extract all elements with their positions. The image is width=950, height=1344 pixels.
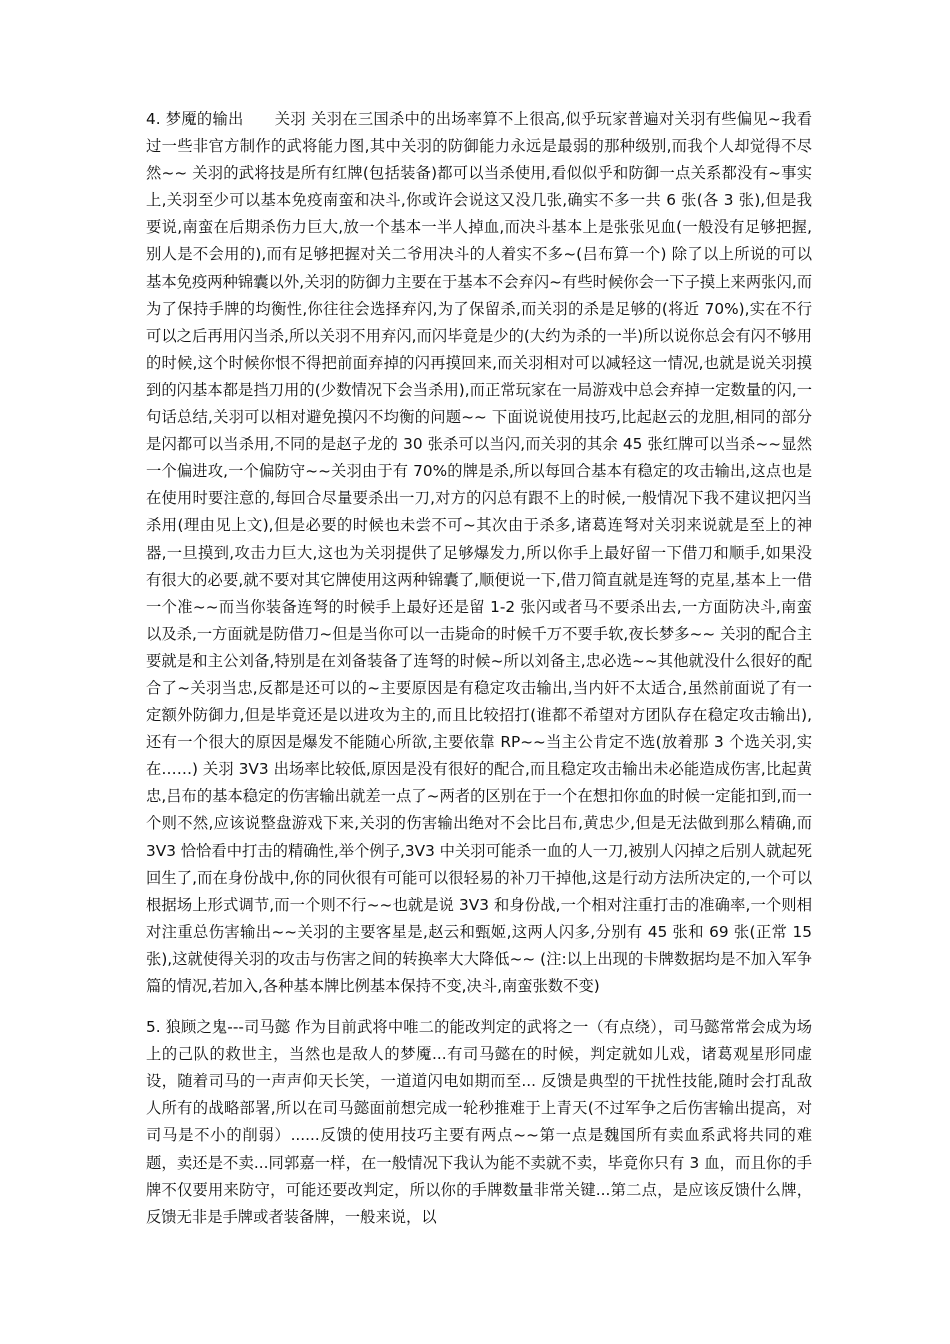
paragraph-guanyu: 4. 梦魇的输出 关羽 关羽在三国杀中的出场率算不上很高,似乎玩家普遍对关羽有些偏见~我看过一些非官方制作的武将能力图,其中关羽的防御能力永远是最弱的那种级别,而我个人却觉得不尽然~~ 关羽的武将技是所有红牌(包括装备)都可以当杀使用,看似似乎和防御一点关系都没有~事实上,关羽至少可以基本免疫南蛮和决斗,你或许会说这又没几张,确实不多一共 6 张(各 3 张),但是我要说,南蛮在后期杀伤力巨大,放一个基本一半人掉血,而决斗基本上是张张见血(一般没有足够把握,别人是不会用的),而有足够把握对关二爷用决斗的人着实不多~(吕布算一个) 除了以上所说的可以基本免疫两种锦囊以外,关羽的防御力主要在于基本不会弃闪~有些时候你会一下子摸上来两张闪,而为了保持手牌的均衡性,你往往会选择弃闪,为了保留杀,而关羽的杀是足够的(将近 70%),实在不行可以之后再用闪当杀,所以关羽不用弃闪,而闪毕竟是少的(大约为杀的一半)所以说你总会有闪不够用的时候,这个时候你恨不得把前面弃掉的闪再摸回来,而关羽相对可以减轻这一情况,也就是说关羽摸到的闪基本都是挡刀用的(少数情况下会当杀用),而正常玩家在一局游戏中总会弃掉一定数量的闪,一句话总结,关羽可以相对避免摸闪不均衡的问题~~ 下面说说使用技巧,比起赵云的龙胆,相同的部分是闪都可以当杀用,不同的是赵子龙的 30 张杀可以当闪,而关羽的其余 45 张红牌可以当杀~~显然一个偏进攻,一个偏防守~~关羽由于有 70%的牌是杀,所以每回合基本有稳定的攻击输出,这点也是在使用时要注意的,每回合尽量要杀出一刀,对方的闪总有跟不上的时候,一般情况下我不建议把闪当杀用(理由见上文),但是必要的时候也未尝不可~其次由于杀多,诸葛连弩对关羽来说就是至上的神器,一旦摸到,攻击力巨大,这也为关羽提供了足够爆发力,所以你手上最好留一下借刀和顺手,如果没有很大的必要,就不要对其它牌使用这两种锦囊了,顺便说一下,借刀简直就是连弩的克星,基本上一借一个准~~而当你装备连弩的时候手上最好还是留 1-2 张闪或者马不要杀出去,一方面防决斗,南蛮以及杀,一方面就是防借刀~但是当你可以一击毙命的时候千万不要手软,夜长梦多~~ 关羽的配合主要就是和主公刘备,特别是在刘备装备了连弩的时候~所以刘备主,忠必选~~其他就没什么很好的配合了~关羽当忠,反都是还可以的~主要原因是有稳定攻击输出,当内奸不太适合,虽然前面说了有一定额外防御力,但是毕竟还是以进攻为主的,而且比较招打(谁都不希望对方团队存在稳定攻击输出),还有一个很大的原因是爆发不能随心所欲,主要依靠 RP~~当主公肯定不选(放着那 3 个选关羽,实在……) 关羽 3V3 出场率比较低,原因是没有很好的配合,而且稳定攻击输出未必能造成伤害,比起黄忠,吕布的基本稳定的伤害输出就差一点了~两者的区别在于一个在想扣你血的时候一定能扣到,而一个则不然,应该说整盘游戏下来,关羽的伤害输出绝对不会比吕布,黄忠少,但是无法做到那么精确,而 3V3 恰恰看中打击的精确性,举个例子,3V3 中关羽可能杀一血的人一刀,被别人闪掉之后别人就起死回生了,而在身份战中,你的同伙很有可能可以很轻易的补刀干掉他,这是行动方法所决定的,一个可以根据场上形式调节,而一个则不行~~也就是说 3V3 和身份战,一个相对注重打击的准确率,一个则相对注重总伤害输出~~关羽的主要客星是,赵云和甄姬,这两人闪多,分别有 45 张和 69 张(正常 15 张),这就使得关羽的攻击与伤害之间的转换率大大降低~~ (注:以上出现的卡牌数据均是不加入军争篇的情况,若加入,各种基本牌比例基本保持不变,决斗,南蛮张数不变) xyxy=(146,110,813,995)
document-body xyxy=(146,106,812,1231)
paragraph-simayi: 5. 狼顾之鬼---司马懿 作为目前武将中唯二的能改判定的武将之一（有点绕），司马懿常常会成为场上的己队的救世主，当然也是敌人的梦魇...有司马懿在的时候，判定就如儿戏，诸葛观星形同虚设，随着司马的一声声仰天长笑，一道道闪电如期而至... 反馈是典型的干扰性技能,随时会打乱敌人所有的战略部署,所以在司马懿面前想完成一轮秒推难于上青天(不过军争之后伤害输出提高，对司马是不小的削弱）......反馈的使用技巧主要有两点~~第一点是魏国所有卖血系武将共同的难题，卖还是不卖...同郭嘉一样，在一般情况下我认为能不卖就不卖，毕竟你只有 3 血，而且你的手牌不仅要用来防守，可能还要改判定，所以你的手牌数量非常关键...第二点，是应该反馈什么牌，反馈无非是手牌或者装备牌，一般来说，以 xyxy=(146,1018,812,1226)
